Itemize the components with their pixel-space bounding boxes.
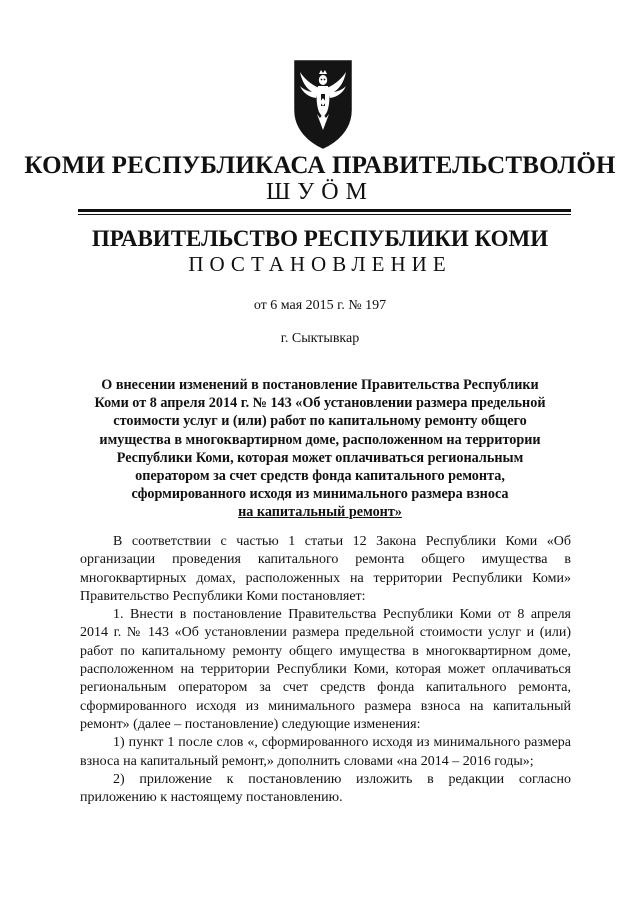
document-date-number: от 6 мая 2015 г. № 197 bbox=[253, 298, 387, 313]
komi-language-subheader: ШУÖМ bbox=[266, 179, 374, 205]
subject-line: оператором за счет средств фонда капитального ремонта, bbox=[135, 468, 505, 485]
komi-language-header: КОМИ РЕСПУБЛИКАСА ПРАВИТЕЛЬСТВОЛÖН bbox=[24, 152, 616, 179]
subject-line: стоимости услуг и (или) работ по капитальному ремонту общего bbox=[113, 413, 527, 430]
document-type-title: ПОСТАНОВЛЕНИЕ bbox=[188, 252, 452, 276]
body-paragraph-subitem-1: 1) пункт 1 после слов «, сформированного исходя из минимального размера взноса на капитальный ремонт,» дополнить словами «на 2014 – 2016 годы»; bbox=[80, 735, 571, 769]
header-divider-thin bbox=[78, 214, 571, 215]
body-paragraph-item-1: 1. Внести в постановление Правительства Республики Коми от 8 апреля 2014 г. № 143 «Об установлении размера предельной стоимости услуг и (или) работ по капитальному ремонту общего имущества в многоквартирном доме, расположенном на территории Республики Коми, которая может оплачиваться региональным оператором за счет средств фонда капитального ремонта, сформированного исходя из минимального размера взноса на капитальный ремонт» (далее – постановление) следующие изменения: bbox=[80, 607, 571, 732]
document-subject bbox=[70, 376, 570, 522]
government-title: ПРАВИТЕЛЬСТВО РЕСПУБЛИКИ КОМИ bbox=[91, 226, 549, 251]
document-city: г. Сыктывкар bbox=[280, 331, 360, 346]
document-body bbox=[80, 533, 571, 807]
subject-line: Республики Коми, которая может оплачиваться региональным bbox=[116, 449, 524, 466]
subject-line: на капитальный ремонт» bbox=[238, 504, 402, 521]
body-paragraph-preamble: В соответствии с частью 1 статьи 12 Закона Республики Коми «Об организации проведения капитального ремонта общего имущества в многоквартирных домах, расположенных на территории Республики Коми» Правительство Республики Коми постановляет: bbox=[80, 534, 571, 604]
komi-coat-of-arms-icon bbox=[292, 58, 354, 150]
subject-line: О внесении изменений в постановление Правительства Республики bbox=[101, 377, 539, 393]
subject-line: имущества в многоквартирном доме, расположенном на территории bbox=[99, 431, 541, 448]
body-paragraph-subitem-2: 2) приложение к постановлению изложить в редакции согласно приложению к настоящему постановлению. bbox=[80, 771, 571, 806]
header-divider-thick bbox=[78, 209, 571, 212]
subject-line: Коми от 8 апреля 2014 г. № 143 «Об установлении размера предельной bbox=[94, 395, 546, 412]
subject-line: сформированного исходя из минимального размера взноса bbox=[131, 486, 509, 503]
